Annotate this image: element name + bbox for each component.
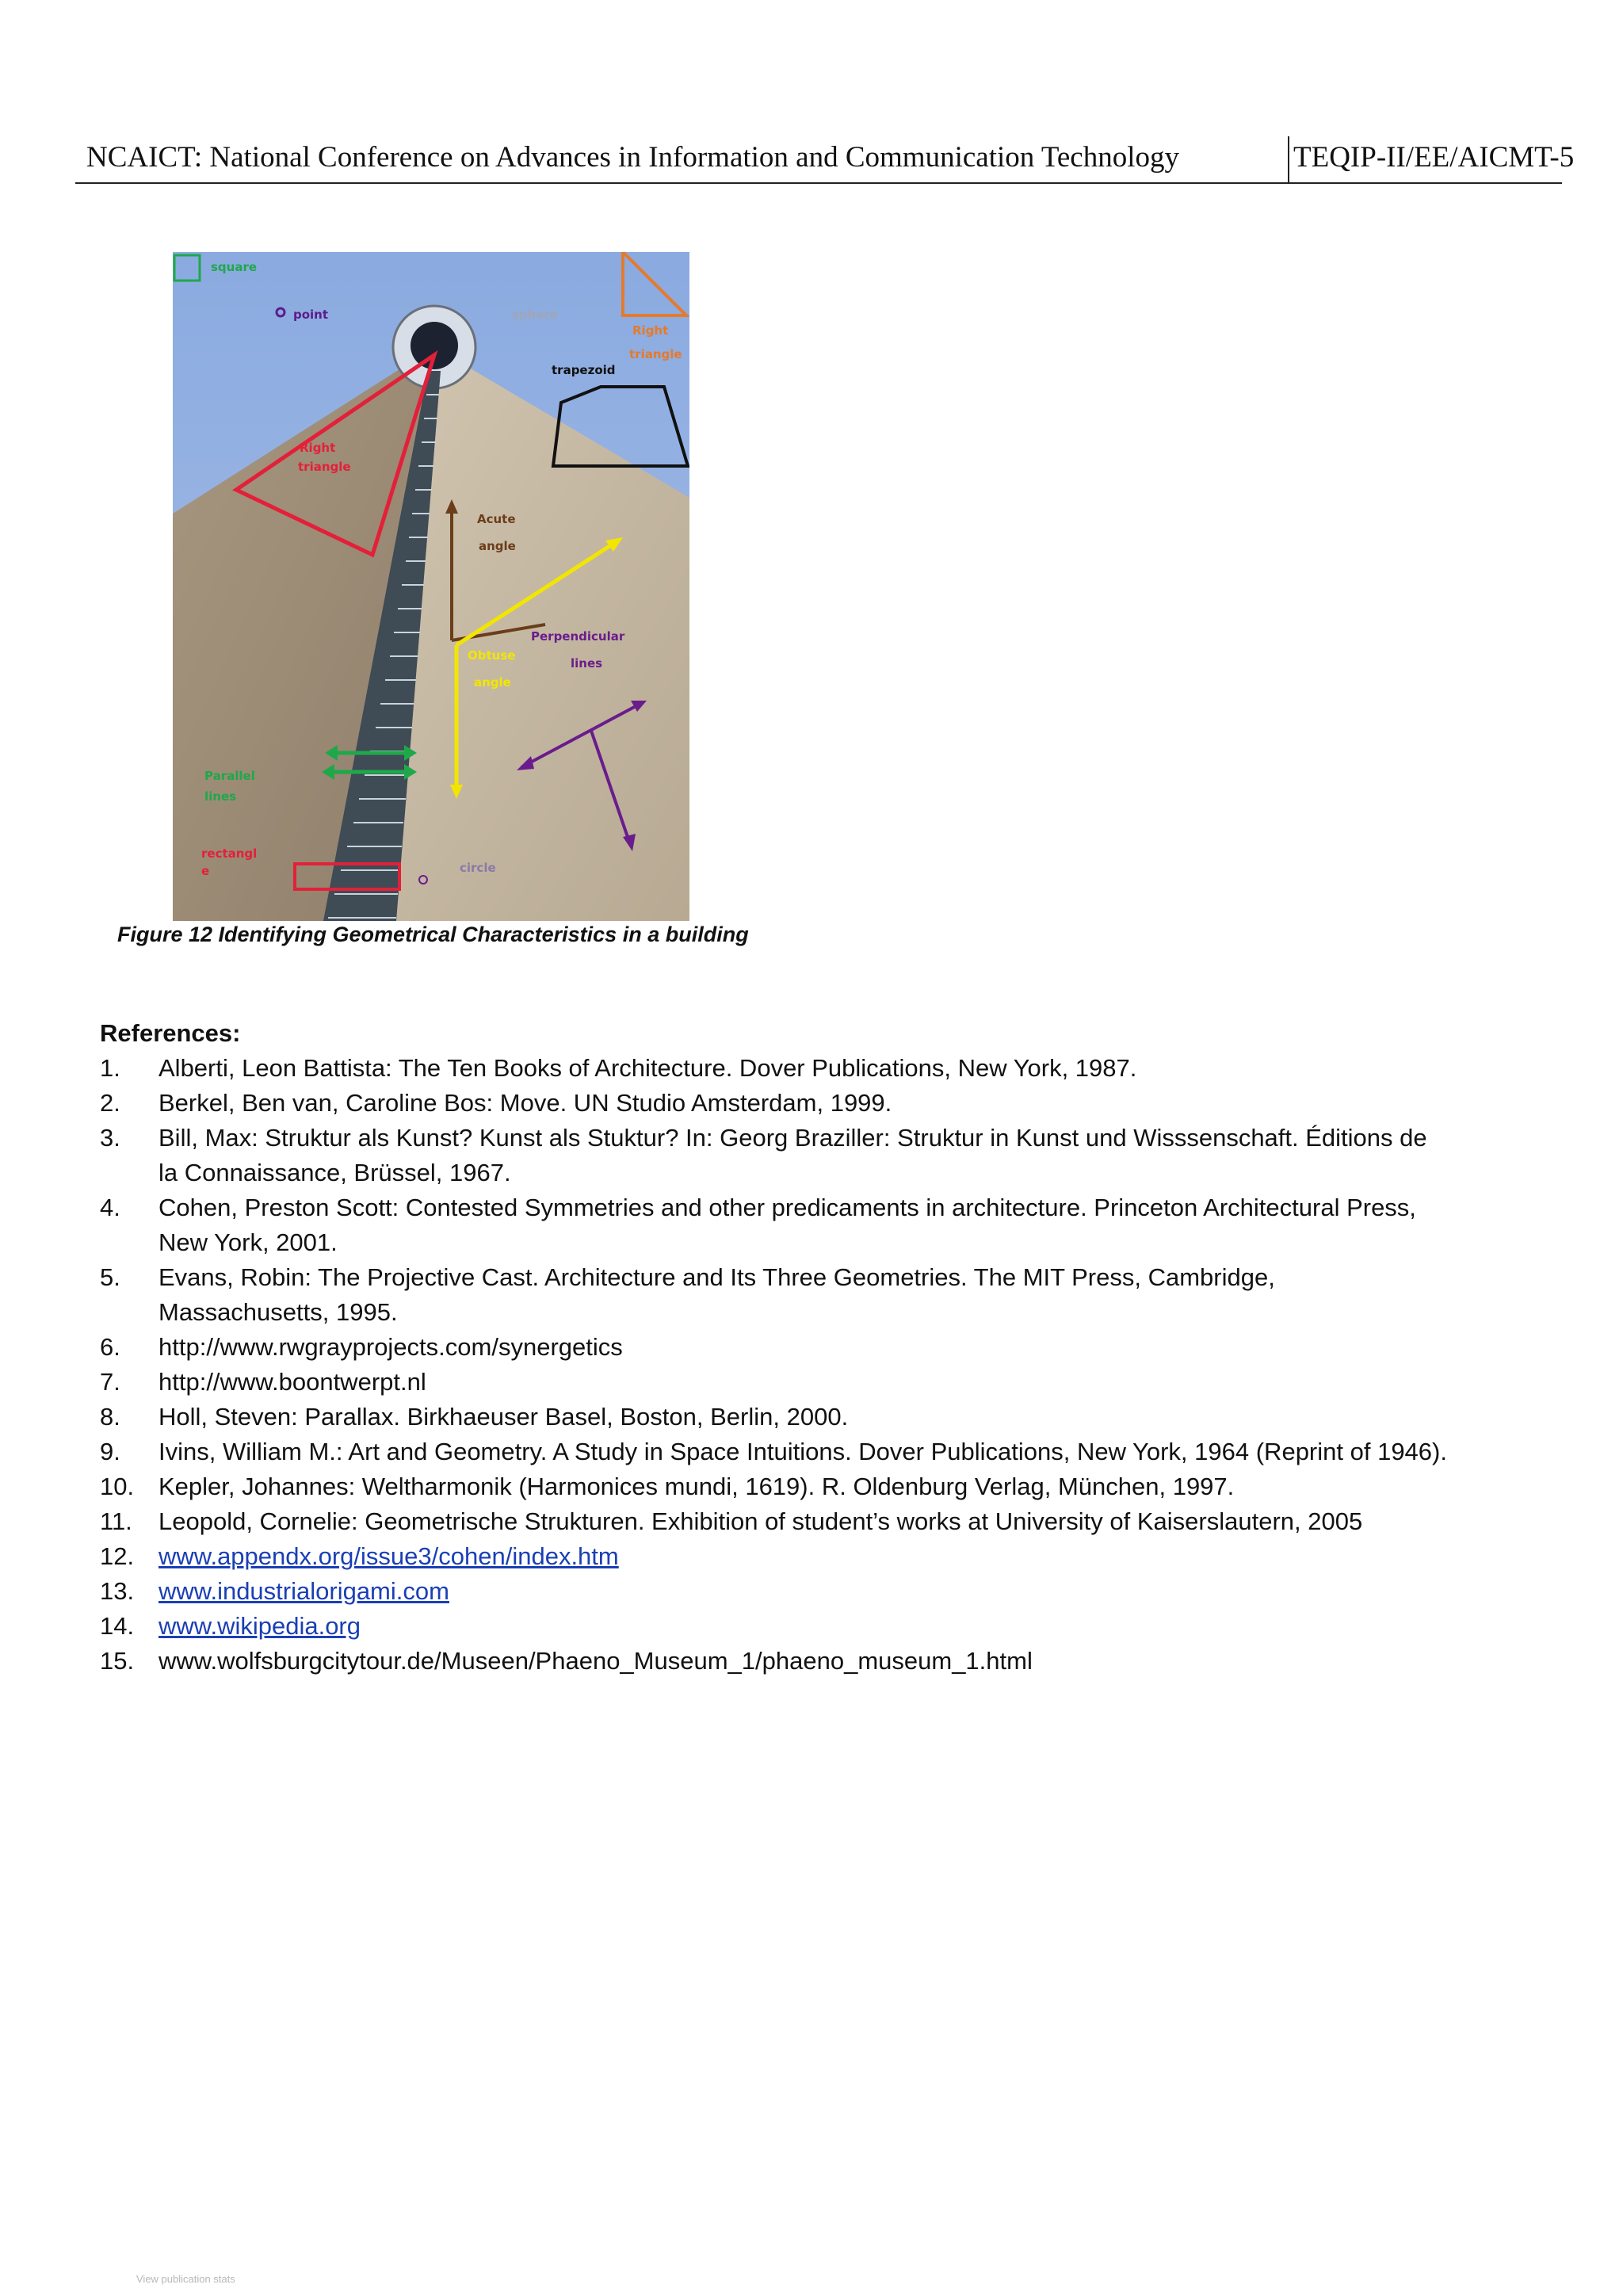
reference-item: 9. Ivins, William M.: Art and Geometry. A Study in Space Intuitions. Dover Publications, New York, 1964 (Reprint of 1946). xyxy=(100,1438,1447,1465)
reference-item: 1. Alberti, Leon Battista: The Ten Books of Architecture. Dover Publications, New York, 1987. xyxy=(100,1054,1137,1082)
reference-link-appendx[interactable]: www.appendx.org/issue3/cohen/index.htm xyxy=(158,1542,619,1570)
label-right-triangle-left-2: triangle xyxy=(298,460,351,474)
label-rectangle: rectangl xyxy=(201,846,258,861)
label-obtuse-2: angle xyxy=(474,675,511,690)
reference-item: 14. www.wikipedia.org xyxy=(100,1612,361,1640)
label-trapezoid: trapezoid xyxy=(552,363,616,377)
reference-item: 6. http://www.rwgrayprojects.com/synergetics xyxy=(100,1333,623,1361)
reference-item: 7. http://www.boontwerpt.nl xyxy=(100,1368,426,1396)
label-right-triangle-top-2: triangle xyxy=(629,347,682,361)
reference-link-industrialorigami[interactable]: www.industrialorigami.com xyxy=(158,1577,449,1605)
label-parallel-2: lines xyxy=(204,789,237,804)
label-right-triangle-left: Right xyxy=(300,441,336,455)
label-point: point xyxy=(293,308,329,322)
reference-item: 2. Berkel, Ben van, Caroline Bos: Move. UN Studio Amsterdam, 1999. xyxy=(100,1089,892,1117)
label-acute: Acute xyxy=(477,512,516,526)
label-obtuse: Obtuse xyxy=(468,648,516,663)
label-perpendicular-2: lines xyxy=(571,656,603,670)
reference-item: 13. www.industrialorigami.com xyxy=(100,1577,449,1605)
label-circle: circle xyxy=(460,861,496,875)
figure-building-photo xyxy=(173,252,689,921)
label-right-triangle-top: Right xyxy=(632,323,669,338)
header-code: TEQIP-II/EE/AICMT-5 xyxy=(1293,141,1575,174)
reference-item: 4. Cohen, Preston Scott: Contested Symmetries and other predicaments in architecture. Princeton Architectural Press, New York, 2001. xyxy=(100,1194,1416,1256)
reference-link-wikipedia[interactable]: www.wikipedia.org xyxy=(158,1612,361,1640)
label-acute-2: angle xyxy=(479,539,516,553)
header-conference-title: NCAICT: National Conference on Advances in Information and Communication Technology xyxy=(86,141,1179,174)
reference-item: 15. www.wolfsburgcitytour.de/Museen/Phaeno_Museum_1/phaeno_museum_1.html xyxy=(100,1647,1033,1675)
label-square: square xyxy=(211,260,258,274)
label-sphere: sphere xyxy=(512,308,559,322)
references-heading: References: xyxy=(100,1019,241,1047)
label-parallel: Parallel xyxy=(204,769,255,783)
header-separator xyxy=(1288,136,1289,182)
view-publication-stats-link[interactable]: View publication stats xyxy=(136,2273,235,2285)
figure-caption: Figure 12 Identifying Geometrical Characteristics in a building xyxy=(117,923,749,946)
running-header xyxy=(75,133,1575,184)
reference-item: 10. Kepler, Johannes: Weltharmonik (Harmonices mundi, 1619). R. Oldenburg Verlag, München, 1997. xyxy=(100,1473,1235,1500)
reference-item: 8. Holl, Steven: Parallax. Birkhaeuser Basel, Boston, Berlin, 2000. xyxy=(100,1403,849,1431)
tower-top-inner xyxy=(411,322,458,369)
reference-item: 12. www.appendx.org/issue3/cohen/index.htm xyxy=(100,1542,619,1570)
reference-item: 3. Bill, Max: Struktur als Kunst? Kunst als Stuktur? In: Georg Braziller: Struktur in Kunst und Wisssenschaft. Éditions de la Connaissance, Brüssel, 1967. xyxy=(100,1124,1427,1186)
reference-item: 5. Evans, Robin: The Projective Cast. Architecture and Its Three Geometries. The MIT Press, Cambridge, Massachusetts, 1995. xyxy=(100,1263,1275,1326)
building-illustration xyxy=(173,252,689,921)
label-rectangle-2: e xyxy=(201,864,210,878)
reference-item: 11. Leopold, Cornelie: Geometrische Strukturen. Exhibition of student’s works at University of Kaiserslautern, 2005 xyxy=(100,1507,1363,1535)
references-list xyxy=(100,1051,1447,1679)
label-perpendicular: Perpendicular xyxy=(531,629,625,644)
